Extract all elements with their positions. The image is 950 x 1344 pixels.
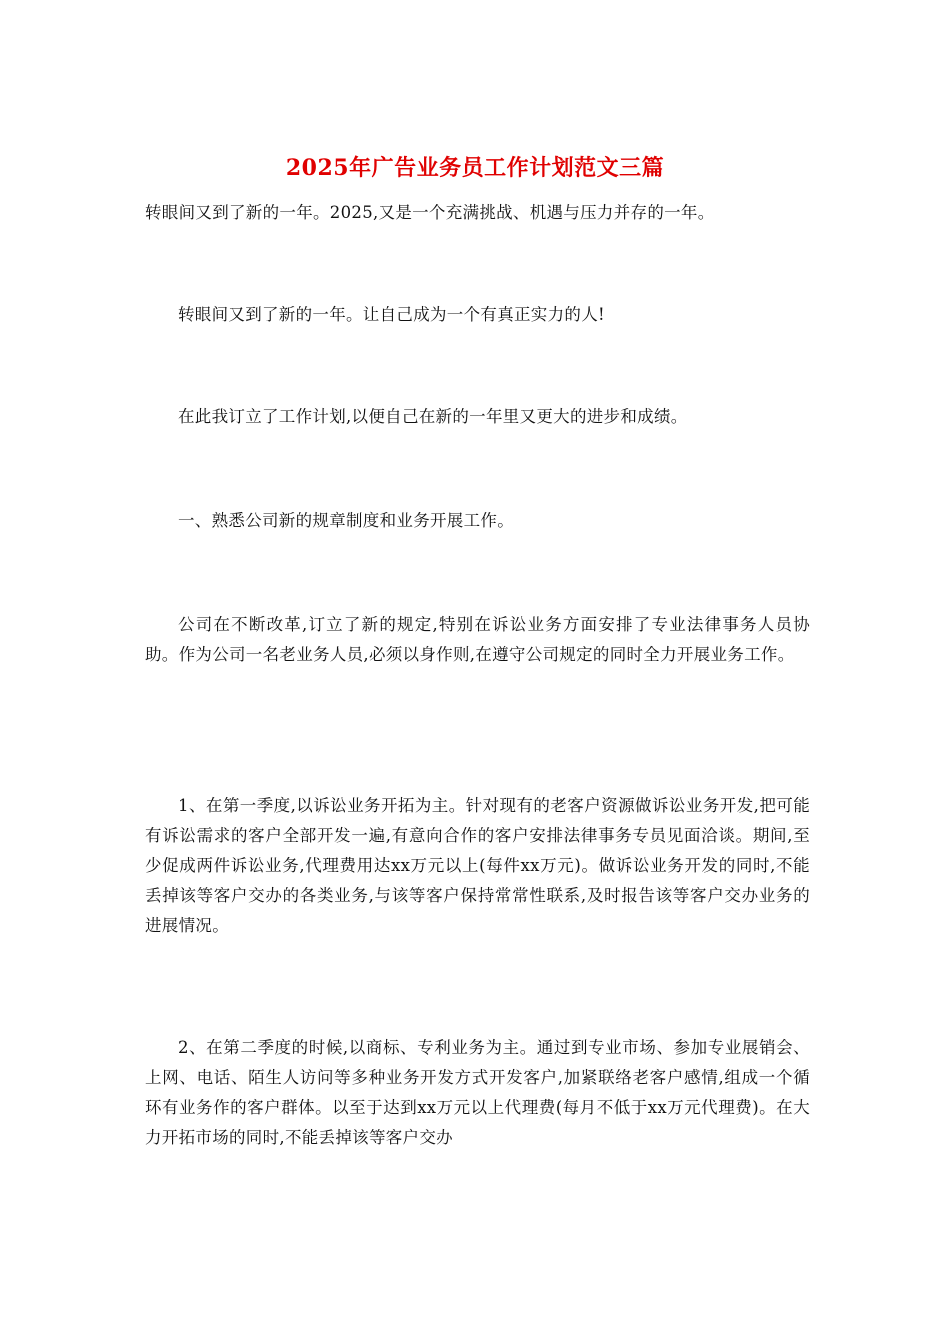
section-heading-1: 一、熟悉公司新的规章制度和业务开展工作。 — [178, 511, 514, 530]
document-title: 2025年广告业务员工作计划范文三篇 — [285, 155, 665, 181]
paragraph-q2-plan: 2、在第二季度的时候,以商标、专利业务为主。通过到专业市场、参加专业展销会、上网、电话、陌生人访问等多种业务开发方式开发客户,加紧联络老客户感情,组成一个循环有业务作的客户群体。以至于达到xx万元以上代理费(每月不低于xx万元代理费)。在大力开拓市场的同时,不能丢掉该等客户交办 — [145, 1038, 810, 1147]
paragraph-goal: 转眼间又到了新的一年。让自己成为一个有真正实力的人! — [178, 305, 605, 324]
intro-paragraph: 转眼间又到了新的一年。2025,又是一个充满挑战、机遇与压力并存的一年。 — [145, 203, 715, 222]
paragraph-q1-plan: 1、在第一季度,以诉讼业务开拓为主。针对现有的老客户资源做诉讼业务开发,把可能有诉讼需求的客户全部开发一遍,有意向合作的客户安排法律事务专员见面洽谈。期间,至少促成两件诉讼业务,代理费用达xx万元以上(每件xx万元)。做诉讼业务开发的同时,不能丢掉该等客户交办的各类业务,与该等客户保持常常性联系,及时报告该等客户交办业务的进展情况。 — [145, 796, 810, 935]
paragraph-plan: 在此我订立了工作计划,以便自己在新的一年里又更大的进步和成绩。 — [178, 407, 688, 426]
paragraph-company-rules: 公司在不断改革,订立了新的规定,特别在诉讼业务方面安排了专业法律事务人员协助。作为公司一名老业务人员,必须以身作则,在遵守公司规定的同时全力开展业务工作。 — [145, 615, 810, 664]
